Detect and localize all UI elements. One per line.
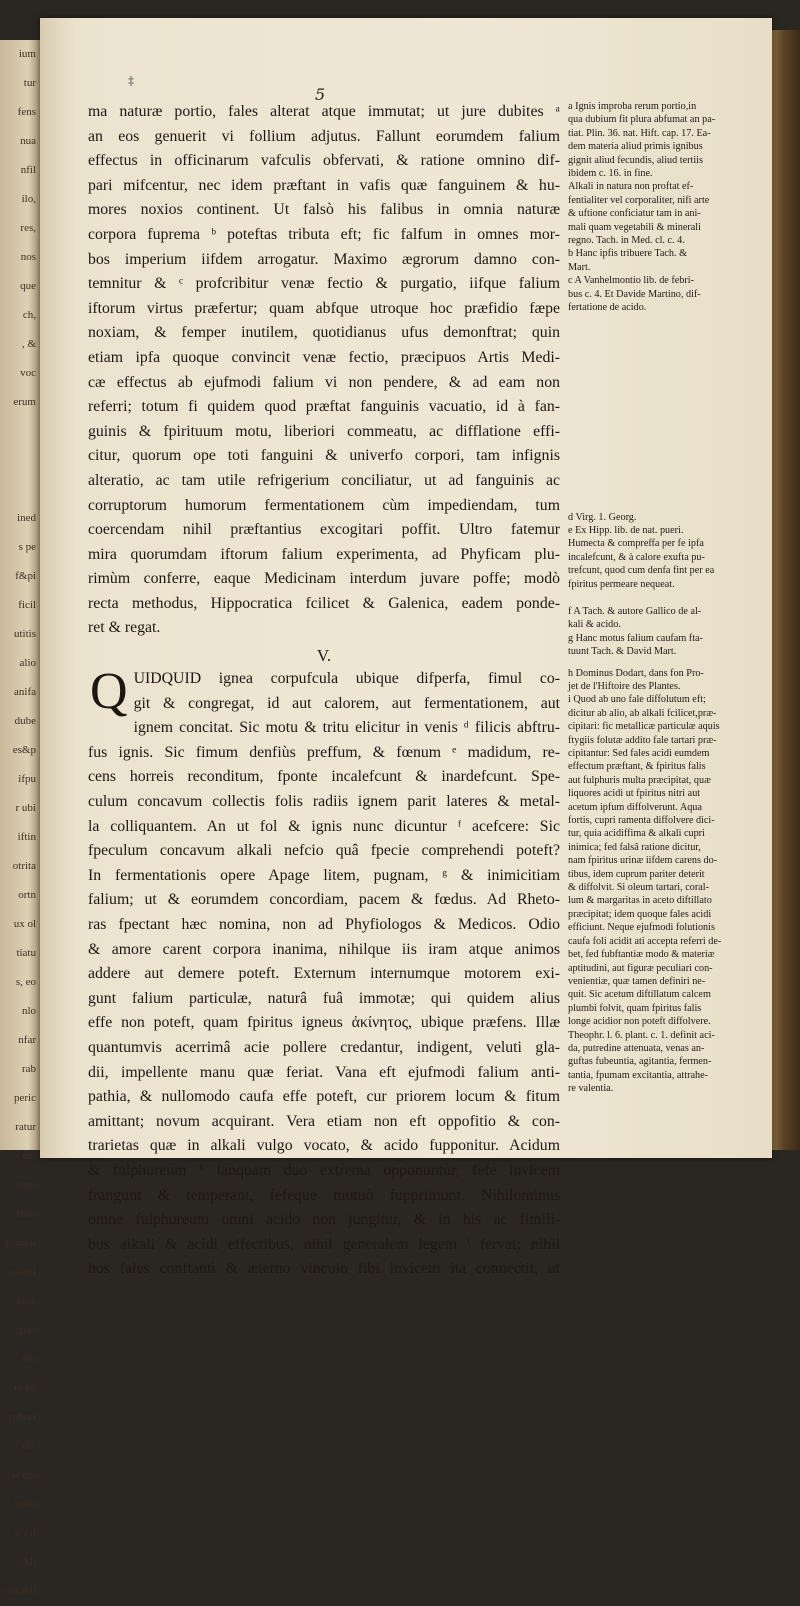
- text-line: cens horreis reconditum, fponte incalefcunt & inardefcunt. Spe-: [88, 768, 560, 786]
- facing-page-fragment: que: [20, 280, 36, 292]
- note-gap: [568, 591, 764, 605]
- facing-page-fragment: r ubi: [15, 802, 36, 814]
- note-line: cipitantur: Sed fales acidi eumdem: [568, 748, 710, 759]
- note-line: fentialiter vel corporaliter, nifi arte: [568, 194, 710, 206]
- note-line: & uftione conficiatur tam in ani-: [568, 208, 701, 220]
- facing-page-fragment: ilo,: [21, 193, 36, 205]
- facing-page-fragment: tiatu: [16, 947, 36, 959]
- text-line: bos imperium iifdem arrogatur. Maximo ægrorum damno con-: [88, 250, 560, 268]
- note-line: quit. Sic acetum diftillatum calcem: [568, 989, 711, 1001]
- footnote-c: [568, 274, 764, 314]
- note-line: e Ex Hipp. lib. de nat. pueri.: [568, 524, 684, 536]
- facing-page-fragment: to eo: [14, 1382, 36, 1394]
- note-line: & diffolvit. Si oleum tartari, coral-: [568, 882, 709, 894]
- note-line: fertatione de acido.: [568, 302, 647, 314]
- text-line: citur, quorum ope toti fanguini & univerfo corpori, tam infignis: [88, 447, 560, 465]
- facing-page-fragment: ium: [18, 48, 36, 60]
- text-line: gunt falium particulæ, naturâ fuâ immotæ; qui quidem alius: [88, 989, 560, 1007]
- note-line: efficiunt. Neque ejufmodi folutionis: [568, 922, 715, 934]
- facing-page-fragment: hoba: [14, 1498, 36, 1510]
- text-line: fpeculum concavum alkali nefcio quâ fpecie comprehendi poteft?: [88, 842, 560, 860]
- facing-page-fragment: dube: [14, 715, 36, 727]
- facing-page-fragment: alio: [19, 657, 36, 669]
- text-line: bus alkali & acidi effectibus, nihil generalem legem ⁱ fervat; nihil: [88, 1235, 560, 1253]
- text-line: la colliquantem. An ut fol & ignis nunc dicuntur ᶠ acefcere: Sic: [88, 817, 560, 835]
- footnote-i: [568, 693, 764, 1095]
- facing-page-fragment: tiatu: [16, 1179, 36, 1191]
- facing-page-fragment: tur: [23, 77, 36, 89]
- facing-page-fragment: [0, 446, 40, 475]
- note-line: da, putredine attenuata, venas an-: [568, 1042, 705, 1054]
- note-gap: [568, 315, 764, 511]
- facing-page-fragment: ch,: [22, 309, 36, 321]
- facing-page-fragment: vorabil: [4, 1585, 36, 1597]
- text-line: rimùm conferre, eaque Medicinam interdum juvare poffe; modò: [88, 570, 560, 588]
- facing-page-fragment: illu: [21, 1353, 36, 1365]
- drop-cap: Q: [90, 663, 128, 721]
- note-line: ibidem c. 16. in fine.: [568, 168, 653, 180]
- footnote-h: [568, 667, 764, 694]
- note-line: b Hanc ipfis tribuere Tach. &: [568, 248, 688, 260]
- text-line: frangunt & temperant, fefeque mutuò fupprimunt. Nihilominus: [88, 1186, 560, 1204]
- note-line: fpiritus permeare nequeat.: [568, 578, 675, 590]
- footnote-e: [568, 524, 764, 591]
- book-page: [40, 18, 772, 1278]
- text-line: noxiam, & femper inutilem, quotidianus ufus demonftrat; quin: [88, 324, 560, 342]
- text-line: alteratio, ac tam utile refrigerium conciliatur, ut ad fanguinis ac: [88, 471, 560, 489]
- footnote-d: [568, 511, 764, 524]
- note-line: qua dubium fit plura abfumat an pa-: [568, 114, 716, 126]
- facing-page-fragment: otrita: [12, 860, 36, 872]
- facing-page-fragment: : Ali: [16, 1556, 36, 1568]
- text-line: an eos genuerit vi follium adjutus. Fallunt eorumdem falium: [88, 127, 560, 145]
- note-line: Theophr. l. 6. plant. c. 1. definit aci-: [568, 1029, 715, 1041]
- note-line: Mart.: [568, 261, 591, 273]
- facing-page-fragment: voc: [20, 367, 36, 379]
- facing-page-fragment: ficil: [18, 599, 36, 611]
- note-line: effectum præftant, & fpiritus falis: [568, 761, 706, 773]
- note-line: dem materia aliud primis ignibus: [568, 141, 703, 153]
- note-line: i Quod ab uno fale diffolutum eft;: [568, 694, 706, 706]
- note-line: tuunt Tach. & David Mart.: [568, 646, 677, 658]
- facing-page-edge: [0, 40, 40, 1597]
- text-line: temnitur & ᶜ profcribitur venæ fectio & purgatio, iifque falium: [88, 275, 560, 293]
- footnote-a: [568, 100, 764, 247]
- text-line: fus ignis. Sic fimum denfiùs preffum, & fœnum ᵉ madidum, re-: [88, 743, 560, 761]
- text-line: amittant; novum acquirant. Vera etiam non eft oppofitio & con-: [88, 1112, 560, 1130]
- facing-page-fragment: peric: [14, 1092, 36, 1104]
- note-line: dicitur ab alio, ab alkali fcilicet,præ-: [568, 707, 717, 719]
- footnote-b: [568, 247, 764, 274]
- book-fore-edge: [772, 30, 800, 1150]
- note-line: caufa foli acidit ati accepta referri de-: [568, 935, 722, 947]
- note-line: d Virg. 1. Georg.: [568, 511, 637, 523]
- text-line: effectus in officinarum vafculis obfervati, & ratione omnino dif-: [88, 152, 560, 170]
- text-line: pathia, & nullomodo caufa effe poteft, cur priorem locum & fitum: [88, 1088, 560, 1106]
- note-line: acetum ipfum diffolverunt. Aqua: [568, 801, 702, 813]
- facing-page-fragment: f&pi: [15, 570, 36, 582]
- facing-page-fragment: ined: [17, 512, 36, 524]
- text-line: addere aut demere poteft. Externum internumque motorem exi-: [88, 965, 560, 983]
- text-line: guinis & fpirituum motu, liberiori commeatu, ac difflatione effi-: [88, 422, 560, 440]
- note-line: tibus, idem cuprum pariter deterit: [568, 868, 705, 880]
- text-line: iftorum virtus præfertur; quam abfque utroque hoc præfidio fæpe: [88, 299, 560, 317]
- note-line: præcipitat; idem quoque fales acidi: [568, 908, 712, 920]
- text-line: omne fulphureum omni acido non jungitur, & in his ac fimili-: [88, 1211, 560, 1229]
- facing-page-fragment: ux ol: [13, 918, 36, 930]
- facing-page-fragment: nfar: [18, 1034, 36, 1046]
- page-number: 5: [315, 85, 326, 104]
- note-line: jet de l'Hiftoire des Plantes.: [568, 680, 681, 692]
- facing-page-fragment: rab: [21, 1063, 36, 1075]
- text-line: & amore carent corpora inanima, nihilque iis iram atque animos: [88, 940, 560, 958]
- facing-page-fragment: nlo: [21, 1005, 36, 1017]
- note-gap: [568, 659, 764, 667]
- text-line: mores noxios continent. Ut falsò his falibus in omnia naturæ: [88, 201, 560, 219]
- facing-page-fragment: s pe: [18, 541, 36, 553]
- text-line: etiam ipfa quoque convincit venæ fectio, præcipuos Artis Medi-: [88, 348, 560, 366]
- note-line: cipitari: fic metallicæ particulæ aquis: [568, 721, 720, 733]
- text-line: hos fales conftanti & æterno vinculo fibi invicem ita connectit, ut: [88, 1260, 560, 1278]
- marginal-notes: [568, 100, 764, 1096]
- note-line: bet, fed fubftantiæ modo & materiæ: [568, 949, 715, 961]
- note-line: re valentia.: [568, 1083, 614, 1095]
- note-line: liquores acidi ut fpiritus nitri aut: [568, 788, 701, 800]
- facing-page-fragment: ratur: [15, 1121, 36, 1133]
- note-line: aut fulphuris multa præcipitat, quæ: [568, 774, 711, 786]
- text-line: ret & regat.: [88, 619, 161, 637]
- text-line: pari mifcentur, nec idem præftant in vafis quæ fanguinem & hu-: [88, 176, 560, 194]
- facing-page-fragment: ciu: [22, 1150, 36, 1162]
- text-line: referri; totum fi quidem quod præftat fanguinis vacuatio, id à fan-: [88, 398, 560, 416]
- note-line: tantia, fpumam excitantia, attrahe-: [568, 1069, 709, 1081]
- facing-page-fragment: olonti: [10, 1266, 36, 1278]
- facing-page-fragment: ignis: [14, 1324, 36, 1336]
- footnote-f: [568, 605, 764, 632]
- facing-page-fragment: roborl: [9, 1411, 36, 1423]
- text-line: cæ effectus ab ejufmodi falium vi non pendere, & ad eam non: [88, 373, 560, 391]
- text-line: ras fpectant hæc nomina, non ad Phyfiologos & Medicos. Odio: [88, 916, 560, 933]
- note-line: Alkali in natura non proftat ef-: [568, 181, 694, 193]
- note-line: nam fpiritus urinæ iifdem carens do-: [568, 855, 718, 867]
- note-line: regno. Tach. in Med. cl. c. 4.: [568, 235, 685, 247]
- note-line: a Ignis improba rerum portio,in: [568, 101, 697, 112]
- facing-page-fragment: ie ein: [11, 1469, 36, 1481]
- text-line: dii, impellente manu quæ feriat. Vana eft ejufmodi falium anti-: [88, 1063, 560, 1081]
- facing-page-fragment: s, eo: [15, 976, 36, 988]
- facing-page-fragment: nfil: [20, 164, 36, 176]
- note-line: inimica; fed falsâ ratione dicitur,: [568, 841, 701, 853]
- facing-page-fragment: , &: [21, 338, 36, 350]
- section-heading: V.: [316, 646, 332, 666]
- note-line: incalefcunt, & à calore exufta pu-: [568, 551, 705, 563]
- footnote-g: [568, 632, 764, 659]
- text-line: ignem concitat. Sic motu & tritu elicitur in venis ᵈ filicis abftru-: [133, 719, 560, 737]
- note-line: longe acidior non poteft diffolvere.: [568, 1016, 711, 1028]
- text-line: In fermentationis opere Apage litem, pugnam, ᵍ & inimicitiam: [88, 866, 560, 884]
- text-line: recta methodus, Hippocratica fcilicet & Galenica, eadem ponde-: [88, 594, 560, 612]
- facing-page-fragment: anifa: [14, 686, 36, 698]
- text-line: trarietas quæ in alkali vulgo vocato, & acido fupponitur. Acidum: [88, 1137, 560, 1155]
- note-line: kali & acido.: [568, 619, 621, 631]
- text-line: git & congregat, id aut calorem, aut fermentationem, aut: [133, 694, 560, 712]
- note-line: g Hanc motus falium caufam fta-: [568, 632, 703, 644]
- note-line: plumbi folvit, quam fpiritus falis: [568, 1002, 702, 1014]
- note-line: gignit aliud fecundis, aliud tertiis: [568, 154, 703, 166]
- facing-page-fragment: ufe: [21, 1440, 36, 1452]
- text-line: effe non poteft, quam fpiritus igneus ἀκίνητος, ubique præfens. Illæ: [88, 1014, 560, 1032]
- note-line: trefcunt, quod cum denfa fint per ea: [568, 565, 715, 577]
- facing-page-fragment: nua: [20, 135, 36, 147]
- note-line: tiat. Plin. 36. nat. Hift. cap. 17. Ea-: [568, 127, 711, 139]
- note-line: c A Vanhelmontio lib. de febri-: [568, 275, 694, 287]
- main-text-column: [88, 100, 560, 1282]
- note-line: tur, quia acidiffima & alkali cupri: [568, 828, 705, 840]
- facing-page-fragment: fens: [17, 106, 36, 118]
- text-line: corpora fuprema ᵇ poteftas tributa eft; fic falfum in omnes mor-: [88, 225, 560, 243]
- facing-page-fragment: iffer: [17, 1208, 36, 1220]
- facing-page-fragment: [0, 475, 40, 504]
- note-line: f A Tach. & autore Gallico de al-: [568, 605, 702, 617]
- text-line: & fulphureum ʰ tanquam duo extrema opponuntur, fefe invicem: [88, 1161, 560, 1179]
- facing-page-fragment: iftin: [17, 831, 36, 843]
- facing-page-fragment: nos: [20, 251, 36, 263]
- facing-page-fragment: ifpu: [18, 773, 36, 785]
- facing-page-fragment: ir ; il: [14, 1527, 36, 1539]
- text-line: ma naturæ portio, fales alterat atque immutat; ut jure dubites ᵃ: [88, 103, 560, 120]
- text-line: falium; ut & eorumdem concordiam, pacem & fœdus. Ad Rheto-: [88, 891, 560, 909]
- facing-page-fragment: res,: [20, 222, 36, 234]
- facing-page-fragment: utitis: [13, 628, 36, 640]
- text-line: corruptorum humorum fermentationem cùm impediendam, tum: [88, 496, 560, 514]
- facing-page-fragment: ortn: [18, 889, 36, 901]
- note-line: fortis, cupri ramenta diffolvere dici-: [568, 815, 715, 827]
- note-line: Humecta & compreffa per fe ipfa: [568, 538, 704, 550]
- note-line: h Dominus Dodart, dans fon Pro-: [568, 667, 704, 679]
- note-line: venientiæ, quæ tamen definiri ne-: [568, 975, 706, 987]
- text-line: quantumvis acerrimâ acie pollere credantur, indigent, veluti gla-: [88, 1038, 560, 1056]
- text-line: mira quorumdam iftorum falium experimenta, ad Phyficam plu-: [88, 545, 560, 563]
- note-line: ftygiis folutæ addito fale tartari præ-: [568, 734, 717, 746]
- text-line: coercendam nihil præftantius excogitari poffit. Ultro fatemur: [88, 521, 560, 539]
- note-line: mali quam vegetabili & minerali: [568, 221, 701, 233]
- facing-page-fragment: erum: [13, 396, 36, 408]
- note-line: lum & margaritas in aceto diftillato: [568, 895, 712, 907]
- facing-page-fragment: particu: [5, 1237, 36, 1249]
- note-line: guftas fubeuntia, agitantia, fermen-: [568, 1056, 712, 1068]
- margin-mark: ‡: [128, 74, 134, 88]
- note-line: aptitudini, aut figuræ peculiari con-: [568, 962, 713, 974]
- facing-page-fragment: ur, e: [16, 1295, 36, 1307]
- facing-page-fragment: [0, 417, 40, 446]
- facing-page-fragment: es&p: [12, 744, 36, 756]
- text-line: UIDQUID ignea corpufcula ubique difperfa, fimul co-: [133, 670, 560, 688]
- text-line: culum concavum collectis folis radiis ignem parit lateres & metal-: [88, 793, 560, 811]
- note-line: bus c. 4. Et Davide Martino, dif-: [568, 288, 701, 300]
